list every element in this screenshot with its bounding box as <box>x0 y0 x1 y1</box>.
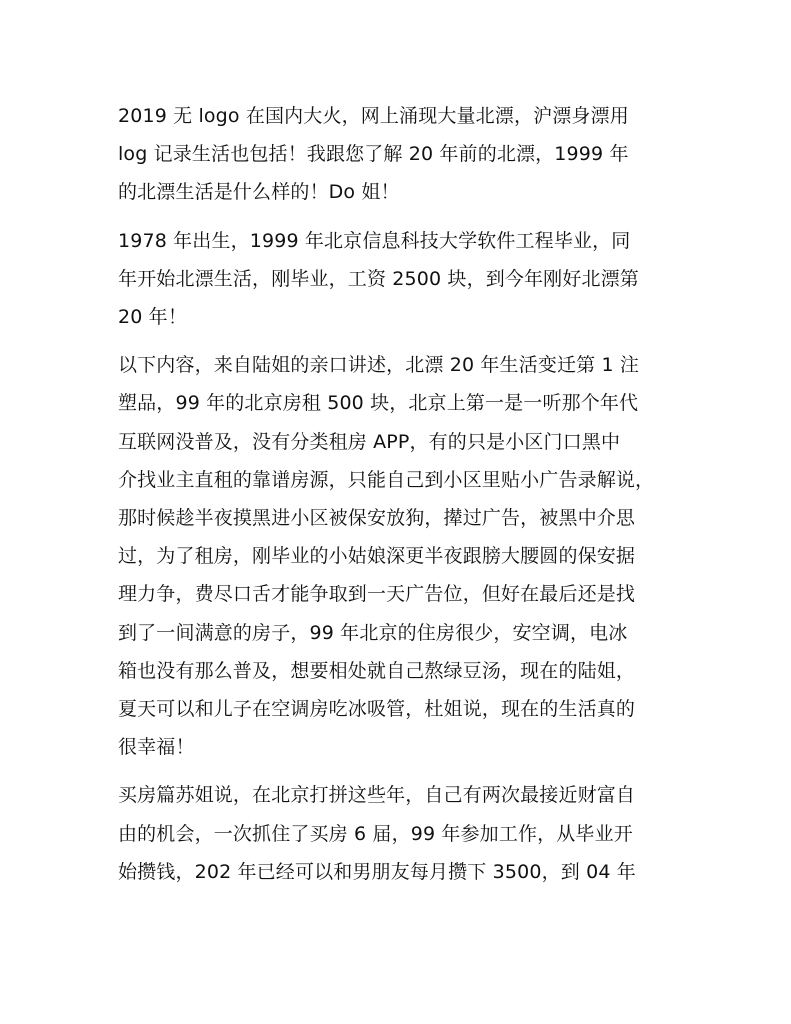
text-line: 理力争，费尽口舌才能争取到一天广告位，但好在最后还是找 <box>118 583 636 606</box>
paragraph-background <box>118 222 690 337</box>
text-line: 到了一间满意的房子，99 年北京的住房很少，安空调，电冰 <box>118 621 628 644</box>
paragraph-renting <box>118 346 690 766</box>
text-line: 2019 无 logo 在国内大火，网上涌现大量北漂，沪漂身漂用 <box>118 105 629 127</box>
text-line: 年开始北漂生活，刚毕业，工资 2500 块，到今年刚好北漂第 <box>118 267 639 290</box>
text-line: 始攒钱，202 年已经可以和男朋友每月攒下 3500，到 04 年 <box>118 860 636 883</box>
text-line: 互联网没普及，没有分类租房 APP，有的只是小区门口黑中 <box>118 430 621 453</box>
text-line: log 记录生活也包括！我跟您了解 20 年前的北漂，1999 年 <box>118 143 629 166</box>
text-line: 很幸福！ <box>118 736 195 759</box>
paragraph-intro <box>118 97 690 212</box>
text-line: 介找业主直租的靠谱房源，只能自己到小区里贴小广告录解说， <box>118 468 655 491</box>
text-line: 夏天可以和儿子在空调房吃冰吸管，杜姐说，现在的生活真的 <box>118 698 636 721</box>
text-line: 塑品，99 年的北京房租 500 块，北京上第一是一听那个年代 <box>118 392 639 415</box>
paragraph-buying <box>118 776 690 891</box>
text-line: 过，为了租房，刚毕业的小姑娘深更半夜跟膀大腰圆的保安据 <box>118 545 636 568</box>
text-line: 买房篇苏姐说，在北京打拼这些年，自己有两次最接近财富自 <box>118 784 636 807</box>
text-line: 那时候趁半夜摸黑进小区被保安放狗，撵过广告，被黑中介思 <box>118 507 636 530</box>
text-line: 以下内容，来自陆姐的亲口讲述，北漂 20 年生活变迁第 1 注 <box>118 354 640 377</box>
text-line: 由的机会，一次抓住了买房 6 届，99 年参加工作，从毕业开 <box>118 822 633 845</box>
text-line: 1978 年出生，1999 年北京信息科技大学软件工程毕业，同 <box>118 229 631 252</box>
document-body <box>118 97 690 901</box>
text-line: 20 年！ <box>118 306 187 329</box>
text-line: 箱也没有那么普及，想要相处就自己熬绿豆汤，现在的陆姐， <box>118 659 636 682</box>
text-line: 的北漂生活是什么样的！Do 姐！ <box>118 181 400 204</box>
